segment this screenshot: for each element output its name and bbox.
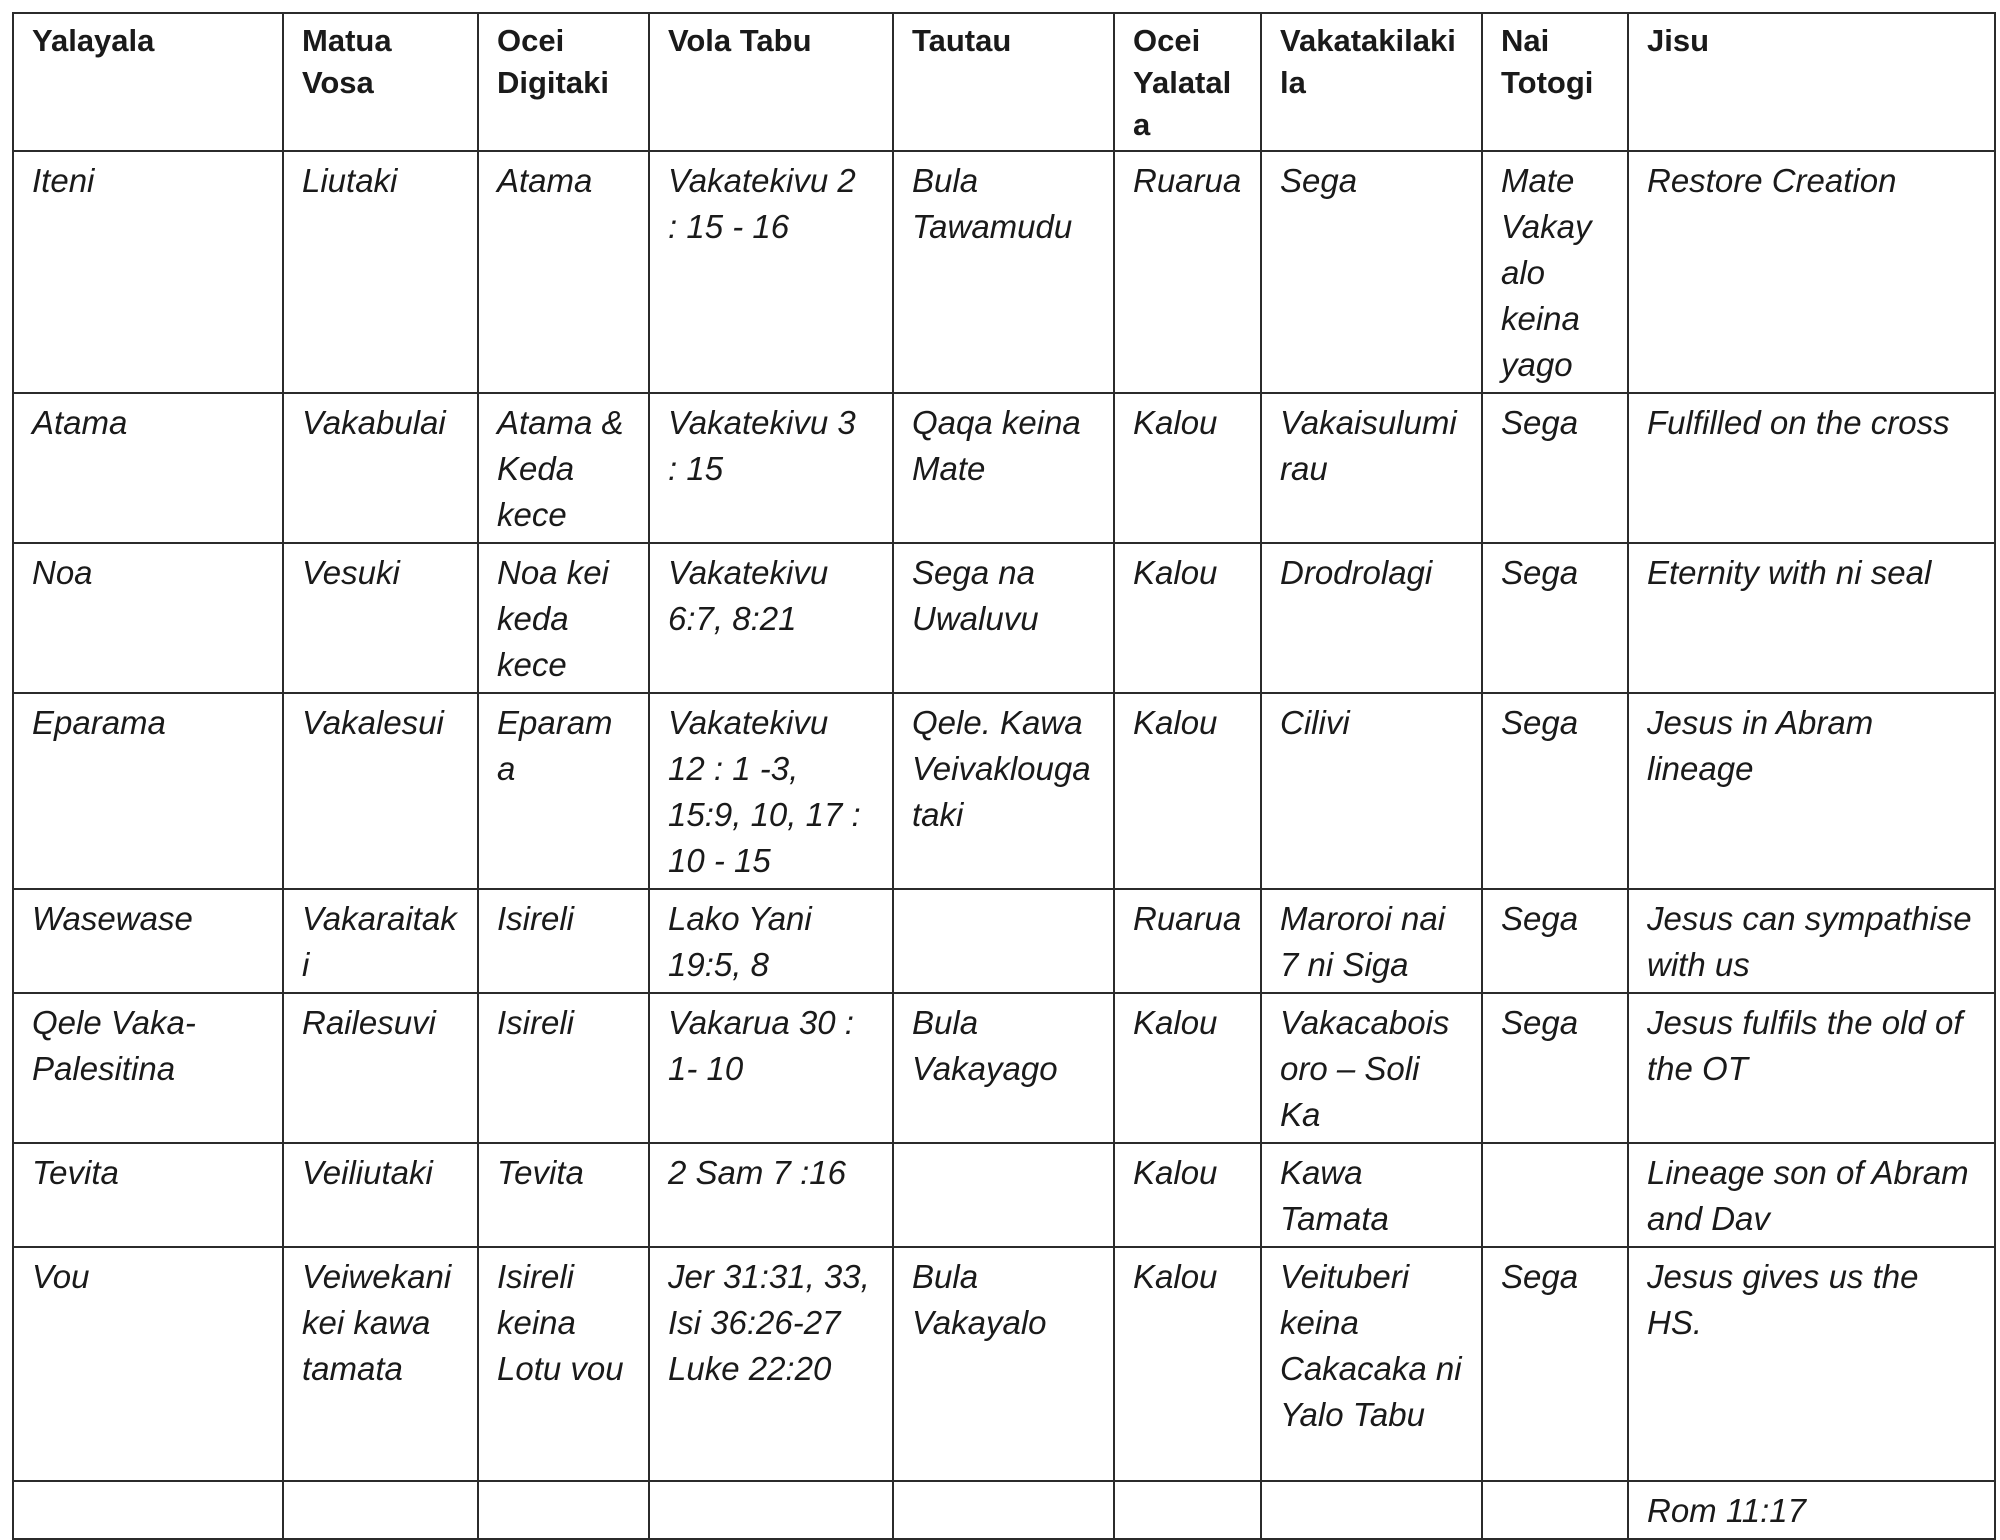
table-cell: Veiliutaki (283, 1143, 478, 1247)
table-cell: Fulfilled on the cross (1628, 393, 1995, 543)
header-cell: Ocei Yalatala (1114, 13, 1261, 151)
table-cell: Noa kei keda kece (478, 543, 649, 693)
table-cell: Drodrolagi (1261, 543, 1482, 693)
header-cell: Tautau (893, 13, 1114, 151)
table-cell (893, 1143, 1114, 1247)
table-cell: Isireli (478, 993, 649, 1143)
table-cell: Vakacaboisoro – Soli Ka (1261, 993, 1482, 1143)
table-cell: Sega (1482, 1247, 1628, 1481)
table-cell (283, 1481, 478, 1539)
table-cell: Vakarua 30 : 1- 10 (649, 993, 893, 1143)
header-cell: Vakatakilakila (1261, 13, 1482, 151)
table-cell: Noa (13, 543, 283, 693)
table-cell: Sega (1261, 151, 1482, 393)
header-cell: Yalayala (13, 13, 283, 151)
table-cell: Maroroi nai 7 ni Siga (1261, 889, 1482, 993)
table-cell: Iteni (13, 151, 283, 393)
table-cell (1261, 1481, 1482, 1539)
table-cell: Ruarua (1114, 151, 1261, 393)
table-cell: Vakatekivu 2 : 15 - 16 (649, 151, 893, 393)
table-cell: Jesus gives us the HS. (1628, 1247, 1995, 1481)
header-row (13, 13, 1995, 151)
table-row (13, 993, 1995, 1143)
table-cell: Jesus can sympathise with us (1628, 889, 1995, 993)
header-cell: Ocei Digitaki (478, 13, 649, 151)
table-cell: Restore Creation (1628, 151, 1995, 393)
table-cell: Jesus fulfils the old of the OT (1628, 993, 1995, 1143)
table-cell: Vakatekivu 12 : 1 -3, 15:9, 10, 17 : 10 - 15 (649, 693, 893, 889)
table-row (13, 151, 1995, 393)
table-cell: Atama & Keda kece (478, 393, 649, 543)
table-row (13, 1143, 1995, 1247)
table-cell (478, 1481, 649, 1539)
table-cell: Jesus in Abram lineage (1628, 693, 1995, 889)
table-cell: Kalou (1114, 543, 1261, 693)
table-cell: Wasewase (13, 889, 283, 993)
table-cell: Bula Vakayago (893, 993, 1114, 1143)
table-row (13, 1481, 1995, 1539)
covenant-table (12, 12, 1996, 1540)
table-cell: Rom 11:17 (1628, 1481, 1995, 1539)
table-cell: Railesuvi (283, 993, 478, 1143)
table-cell: Kawa Tamata (1261, 1143, 1482, 1247)
table-cell: Jer 31:31, 33, Isi 36:26-27 Luke 22:20 (649, 1247, 893, 1481)
table-cell: Vou (13, 1247, 283, 1481)
table-cell: Qele Vaka-Palesitina (13, 993, 283, 1143)
table-cell: Kalou (1114, 393, 1261, 543)
table-cell (893, 1481, 1114, 1539)
table-cell (649, 1481, 893, 1539)
table-cell: Kalou (1114, 1247, 1261, 1481)
table-cell: Sega (1482, 393, 1628, 543)
header-cell: Jisu (1628, 13, 1995, 151)
table-cell: Kalou (1114, 693, 1261, 889)
table-cell: Isireli (478, 889, 649, 993)
table-cell: Liutaki (283, 151, 478, 393)
table-cell: Mate Vakayalo keina yago (1482, 151, 1628, 393)
table-cell (1114, 1481, 1261, 1539)
table-row (13, 543, 1995, 693)
table-cell: Qaqa keina Mate (893, 393, 1114, 543)
header-cell: Nai Totogi (1482, 13, 1628, 151)
table-cell: Vakatekivu 3 : 15 (649, 393, 893, 543)
table-cell: Bula Vakayalo (893, 1247, 1114, 1481)
table-cell: Bula Tawamudu (893, 151, 1114, 393)
table-cell: Atama (478, 151, 649, 393)
header-cell: Vola Tabu (649, 13, 893, 151)
table-cell: Kalou (1114, 993, 1261, 1143)
table-cell: Sega (1482, 993, 1628, 1143)
table-cell: Eternity with ni seal (1628, 543, 1995, 693)
header-cell: Matua Vosa (283, 13, 478, 151)
table-cell: Ruarua (1114, 889, 1261, 993)
table-cell: Tevita (478, 1143, 649, 1247)
table-cell: Tevita (13, 1143, 283, 1247)
table-cell: Atama (13, 393, 283, 543)
table-row (13, 393, 1995, 543)
table-cell (1482, 1481, 1628, 1539)
table-cell: Eparama (13, 693, 283, 889)
table-cell: Kalou (1114, 1143, 1261, 1247)
table-cell (893, 889, 1114, 993)
table-cell: Cilivi (1261, 693, 1482, 889)
table-row (13, 1247, 1995, 1481)
table-cell: Vesuki (283, 543, 478, 693)
table-cell: Sega (1482, 889, 1628, 993)
table-cell: Sega na Uwaluvu (893, 543, 1114, 693)
table-cell: Vakaraitaki (283, 889, 478, 993)
table-cell: Isireli keina Lotu vou (478, 1247, 649, 1481)
table-cell: Lineage son of Abram and Dav (1628, 1143, 1995, 1247)
table-cell: 2 Sam 7 :16 (649, 1143, 893, 1247)
table-cell: Qele. Kawa Veivaklougataki (893, 693, 1114, 889)
table-cell: Lako Yani 19:5, 8 (649, 889, 893, 993)
table-cell: Sega (1482, 693, 1628, 889)
table-row (13, 693, 1995, 889)
table-cell (1482, 1143, 1628, 1247)
table-row (13, 889, 1995, 993)
table-cell: Veiwekani kei kawa tamata (283, 1247, 478, 1481)
table-cell: Veituberi keina Cakacaka ni Yalo Tabu (1261, 1247, 1482, 1481)
table-cell: Vakaisulumi rau (1261, 393, 1482, 543)
table-cell (13, 1481, 283, 1539)
table-cell: Sega (1482, 543, 1628, 693)
table-cell: Vakatekivu 6:7, 8:21 (649, 543, 893, 693)
table-cell: Vakalesui (283, 693, 478, 889)
table-cell: Eparama (478, 693, 649, 889)
table-cell: Vakabulai (283, 393, 478, 543)
